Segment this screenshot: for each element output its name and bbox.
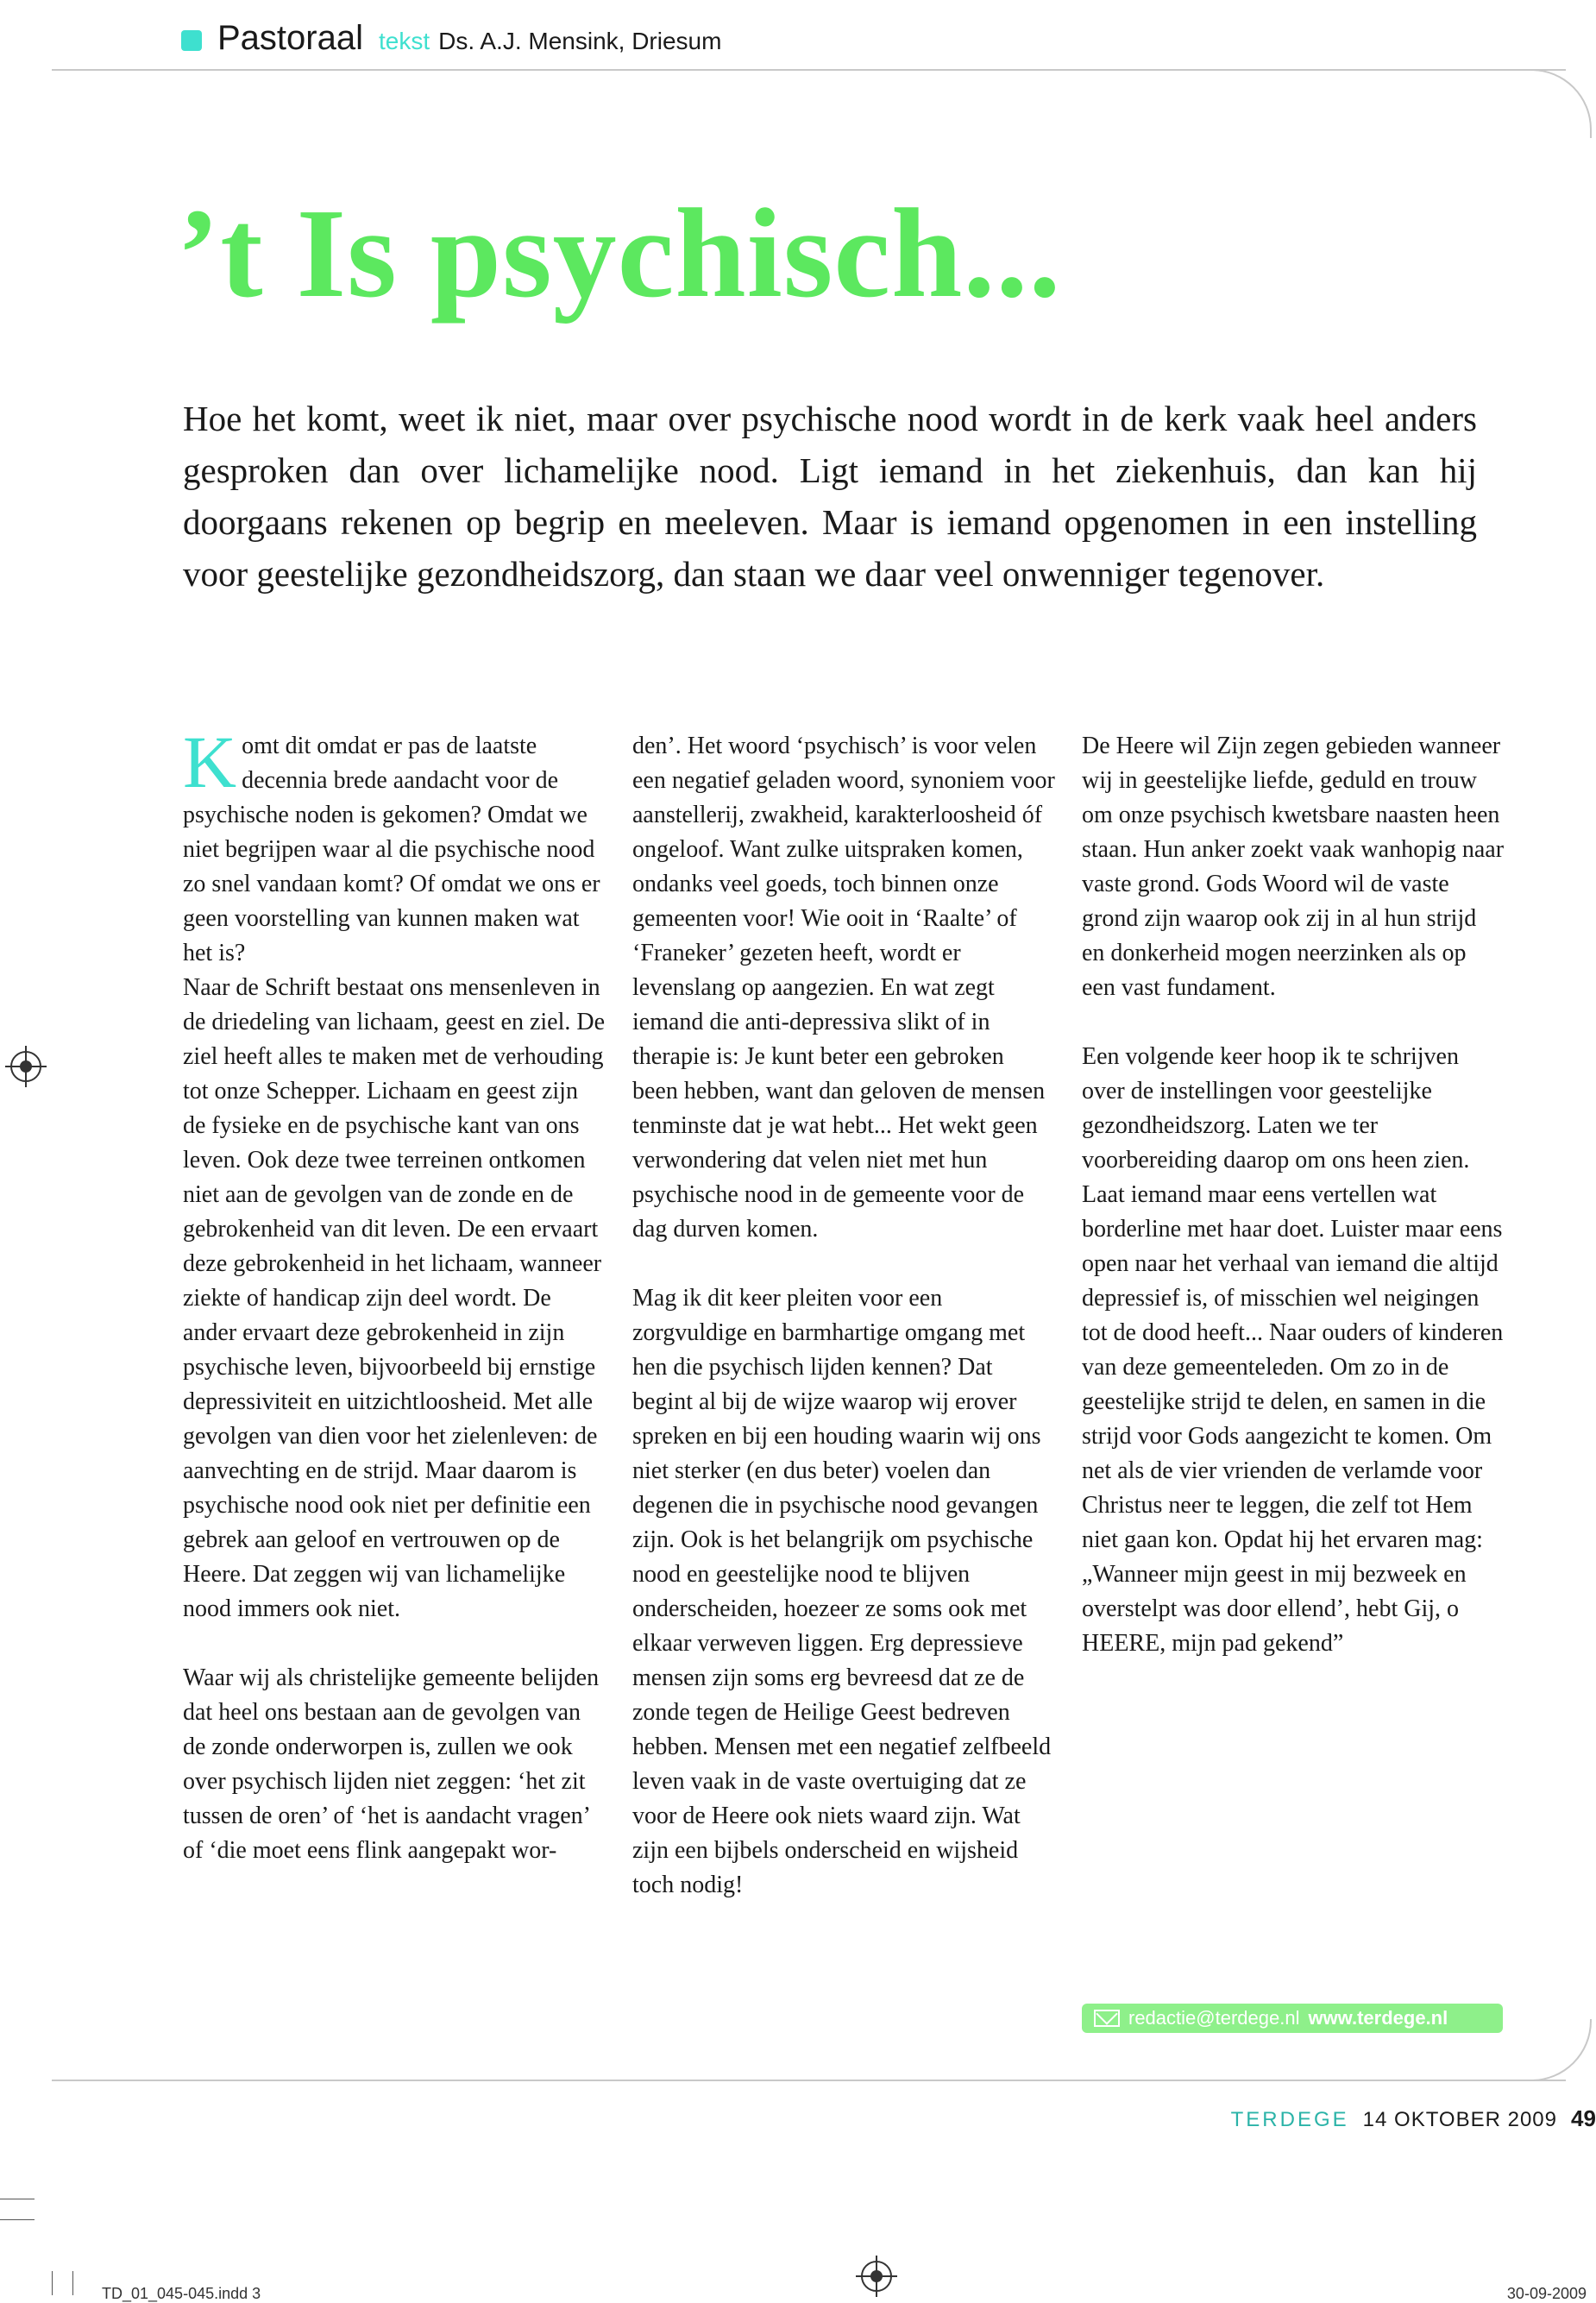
magazine-name: TERDEGE [1230,2108,1349,2131]
contact-website-link[interactable]: www.terdege.nl [1308,2007,1448,2029]
dropcap: K [183,720,237,803]
body-paragraph: De Heere wil Zijn zegen gebieden wanneer wij in geestelijke liefde, geduld en trouw om onze psychisch kwetsbare naasten heen staan. Hun anker zoekt vaak wanhopig naar vaste grond. Gods Woord wil de vaste grond zijn waarop ook zij in al hun strijd en donkerheid mogen neerzinken als op een vast fundament. [1082,733,1505,1001]
print-slug-date: 30-09-2009 [1506,2285,1587,2302]
section-square-icon [181,30,202,51]
registration-dot [20,1060,32,1073]
body-paragraph: Mag ik dit keer pleiten voor een zorgvuldige en barmhartige omgang met hen die psychisch lijden kennen? Dat begint al bij de wijze waarop wij erover spreken en bij een houding waarin wij ons niet sterker (en dus beter) voelen dan degenen die in psychische nood gevangen zijn. Ook is het belangrijk om psychische nood en geestelijke nood te blijven onderscheiden, hoezeer ze soms ook met elkaar verweven liggen. Erg depressieve mensen zijn soms erg bevreesd dat ze de zonde tegen de Heilige Geest bedreven hebben. Mensen met een negatief zelfbeeld leven vaak in de vaste overtuiging dat ze voor de Heere ook niets waard zijn. Wat zijn een bijbels onderscheid en wijsheid toch nodig! [632,1285,1052,1898]
contact-bar [1082,2004,1503,2033]
trim-mark [52,2271,53,2295]
registration-mark-icon [861,2261,892,2292]
trim-mark [72,2271,73,2295]
page-footer [1230,2105,1596,2132]
body-paragraph: Naar de Schrift bestaat ons mensenleven in de driedeling van lichaam, geest en ziel. De ziel heeft alles te maken met de verhouding tot onze Schepper. Lichaam en geest zijn de fysieke en de psychische kant van ons leven. Ook deze twee terreinen ontkomen niet aan de gevolgen van de zonde en de gebrokenheid van dit leven. De een ervaart deze gebrokenheid in het lichaam, wanneer ziekte of handicap zijn deel wordt. De ander ervaart deze gebrokenheid in zijn psychische leven, bijvoorbeeld bij ernstige depressiviteit en uitzichtloosheid. Met alle gevolgen van dien voor het zielenleven: de aanvechting en de strijd. Maar daarom is psychische nood ook niet per definitie een gebrek aan geloof en vertrouwen op de Heere. Dat zeggen wij van lichamelijke nood immers ook niet. [183,974,606,1622]
print-slug-file: TD_01_045-045.indd 3 [102,2285,261,2302]
body-paragraph: Waar wij als christelijke gemeente belijden dat heel ons bestaan aan de gevolgen van de zonde onderworpen is, zullen we ook over psychisch lijden niet zeggen: ‘het zit tussen de oren’ of ‘het is aandacht vragen’ of ‘die moet eens flink aangepakt wor- [183,1664,600,1864]
article-title: ’t Is psychisch... [177,183,1062,324]
body-paragraph [183,720,606,971]
author-label: tekst [378,28,430,54]
author-name: Ds. A.J. Mensink, Driesum [438,28,722,54]
trim-mark [0,2219,35,2220]
top-rule-curve [1523,69,1592,138]
page-number: 49 [1571,2105,1596,2131]
body-paragraph: den’. Het woord ‘psychisch’ is voor velen een negatief geladen woord, synoniem voor aanstellerij, zwakheid, karakterloosheid óf ongeloof. Want zulke uitspraken komen, ondanks veel goeds, toch binnen onze gemeenten voor! Wie ooit in ‘Raalte’ of ‘Franeker’ gezeten heeft, wordt er levenslang op aangezien. En wat zegt iemand die anti-depressiva slikt of in therapie is: Je kunt beter een gebroken been hebben, want dan geloven de mensen tenminste dat je wat hebt... Het wekt geen verwondering dat velen niet met hun psychische nood in de gemeente voor de dag durven komen. [632,733,1055,1243]
contact-email-link[interactable]: redactie@terdege.nl [1128,2007,1300,2029]
issue-date: 14 OKTOBER 2009 [1362,2108,1557,2131]
top-rule [52,69,1566,71]
body-paragraph: Een volgende keer hoop ik te schrijven over de instellingen voor geestelijke gezondheidszorg. Laten we ter voorbereiding daarop om ons heen zien. Laat iemand maar eens vertellen wat borderline met haar doet. Luister maar eens open naar het verhaal van iemand die altijd depressief is, of misschien wel neigingen tot de dood heeft... Naar ouders of kinderen van deze gemeenteleden. Om zo in de geestelijke strijd te delen, en samen in die strijd voor Gods aangezicht te komen. Om net als de vier vrienden de verlamde voor Christus neer te leggen, die zelf tot Hem niet gaan kon. Opdat hij het ervaren mag: „Wanneer mijn geest in mij bezweek en overstelpt was door ellend’, hebt Gij, o HEERE, mijn pad gekend” [1082,1043,1504,1657]
body-column-3 [1082,729,1505,1661]
body-column-1 [183,720,606,1868]
bottom-rule-curve [1523,2019,1592,2081]
registration-dot [870,2270,883,2282]
body-column-2 [632,729,1055,1903]
section-header [181,19,721,62]
registration-mark-icon [10,1051,41,1082]
bottom-rule [52,2080,1566,2081]
paragraph-text: omt dit omdat er pas de laatste decennia brede aandacht voor de psychische noden is gekomen? Omdat we niet begrijpen waar al die psychische nood zo snel vandaan komt? Of omdat we ons er geen voorstelling van kunnen maken wat het is? [183,733,600,966]
article-lead: Hoe het komt, weet ik niet, maar over psychische nood wordt in de kerk vaak heel anders gesproken dan over lichamelijke nood. Ligt iemand in het ziekenhuis, dan kan hij doorgaans rekenen op begrip en meeleven. Maar is iemand opgenomen in een instelling voor geestelijke gezondheidszorg, dan staan we daar veel onwenniger tegenover. [183,399,1477,594]
envelope-icon [1094,2010,1120,2027]
section-name: Pastoraal [217,19,363,57]
